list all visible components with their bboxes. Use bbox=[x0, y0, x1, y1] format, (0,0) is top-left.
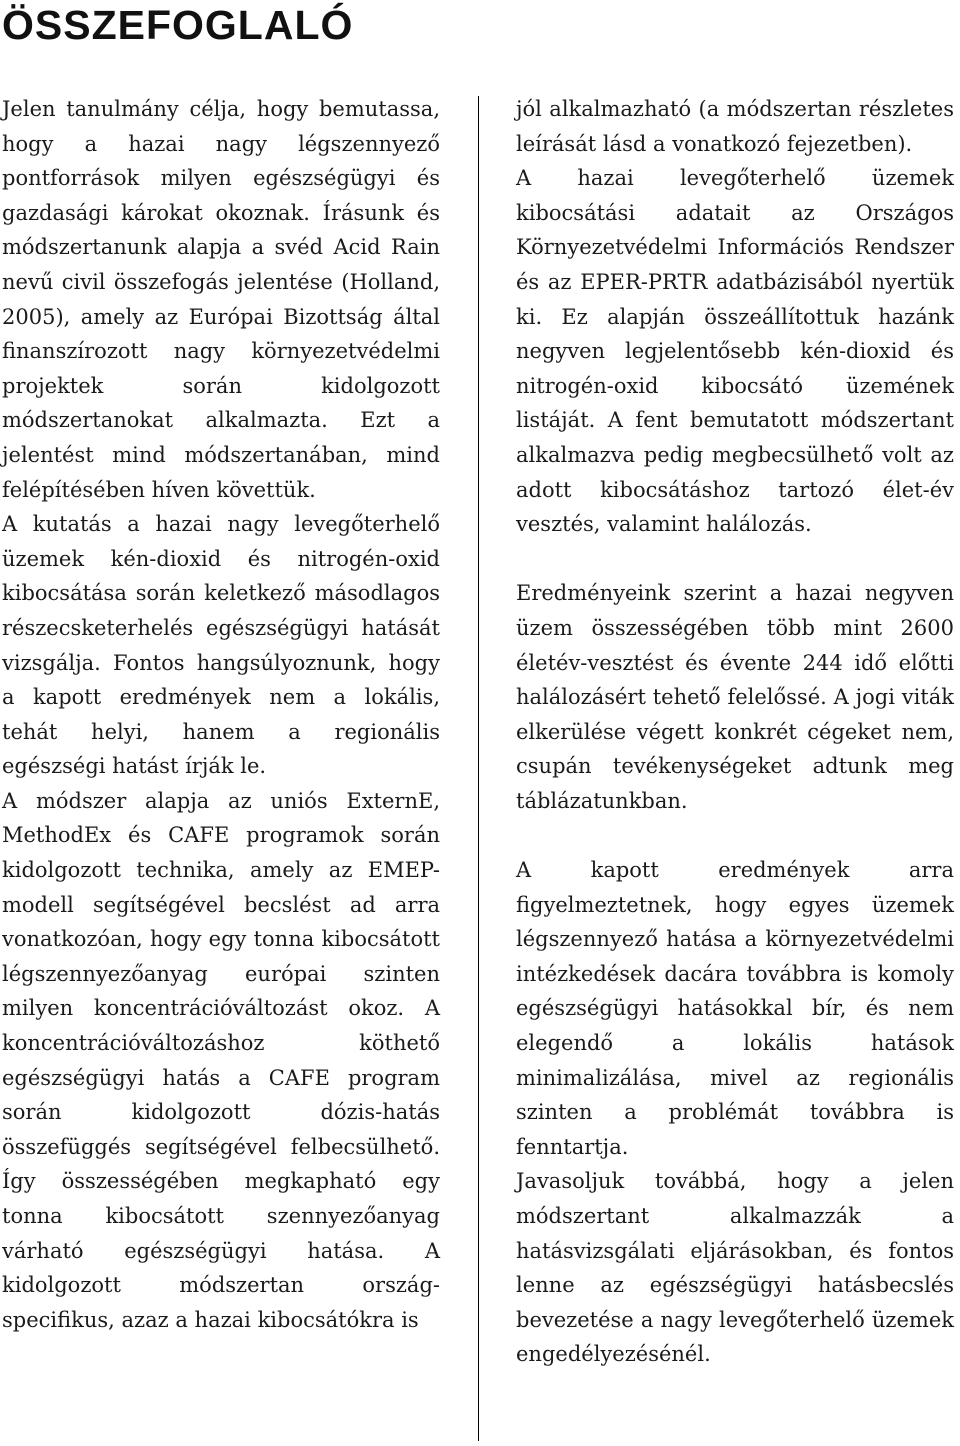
left-column bbox=[2, 92, 440, 1337]
paragraph-method-continued: jól alkalmazható (a módszertan részletes leírását lásd a vonatkozó fejezetben). bbox=[516, 97, 954, 156]
paragraph-purpose: Jelen tanulmány célja, hogy bemutassa, hogy a hazai nagy légszennyező pontforrások milyen egészségügyi és gazdasági károkat okoznak. Írásunk és módszertanunk alapja a svéd Acid Rain nevű civil összefogás jelentése (Holland, 2005), amely az Európai Bizottság által finanszírozott nagy környezetvédelmi projektek során kidolgozott módszertanokat alkalmazta. Ezt a jelentést mind módszertanában, mind felépítésében híven követtük. bbox=[2, 97, 440, 502]
paragraph-method-basis: A módszer alapja az uniós ExternE, MethodEx és CAFE programok során kidolgozott technika, amely az EMEP-modell segítségével becslést ad arra vonatkozóan, hogy egy tonna kibocsátott légszennyezőanyag európai szinten milyen koncentrációváltozást okoz. A koncentrációváltozáshoz köthető egészségügyi hatás a CAFE program során kidolgozott dózis-hatás összefüggés segítségével felbecsülhető. Így összességében megkapható egy tonna kibocsátott szennyezőanyag várható egészségügyi hatása. A kidolgozott módszertan ország-specifikus, azaz a hazai kibocsátókra is bbox=[2, 788, 440, 1332]
right-column bbox=[516, 92, 954, 1372]
paragraph-recommendations: Javasoljuk továbbá, hogy a jelen módszertant alkalmazzák a hatásvizsgálati eljárásokban, és fontos lenne az egészségügyi hatásbecslés bevezetése a nagy levegőterhelő üzemek engedélyezésénél. bbox=[516, 1169, 954, 1367]
paragraph-research-scope: A kutatás a hazai nagy levegőterhelő üzemek kén-dioxid és nitrogén-oxid kibocsátása során keletkező másodlagos részecsketerhelés egészségügyi hatását vizsgálja. Fontos hangsúlyoznunk, hogy a kapott eredmények nem a lokális, tehát helyi, hanem a regionális egészségi hatást írják le. bbox=[2, 512, 440, 779]
page-title: ÖSSZEFOGLALÓ bbox=[2, 2, 354, 48]
paragraph-results: Eredményeink szerint a hazai negyven üzem összességében több mint 2600 életév-vesztést és évente 244 idő előtti halálozásért tehető felelőssé. A jogi viták elkerülése végett konkrét cégeket nem, csupán tevékenységeket adtunk meg táblázatunkban. bbox=[516, 581, 954, 813]
paragraph-conclusions: A kapott eredmények arra figyelmeztetnek, hogy egyes üzemek légszennyező hatása a környezetvédelmi intézkedések dacára továbbra is komoly egészségügyi hatásokkal bír, és nem elegendő a lokális hatások minimalizálása, mivel az regionális szinten a problémát továbbra is fenntartja. bbox=[516, 858, 954, 1159]
column-divider bbox=[478, 96, 479, 1441]
paragraph-emission-data: A hazai levegőterhelő üzemek kibocsátási adatait az Országos Környezetvédelmi Információs Rendszer és az EPER-PRTR adatbázisából nyertük ki. Ez alapján összeállítottuk hazánk negyven legjelentősebb kén-dioxid és nitrogén-oxid kibocsátó üzemének listáját. A fent bemutatott módszertant alkalmazva pedig megbecsülhető volt az adott kibocsátáshoz tartozó élet-év vesztés, valamint halálozás. bbox=[516, 166, 954, 537]
